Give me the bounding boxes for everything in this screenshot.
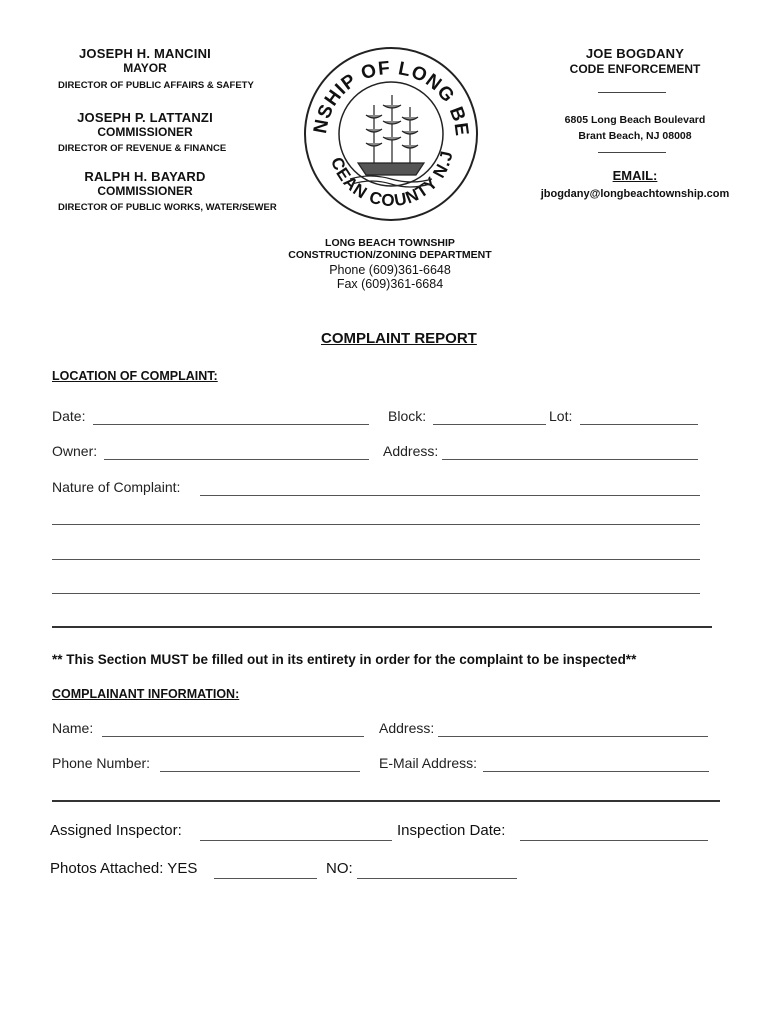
official-mancini xyxy=(40,46,250,75)
seal-graphic xyxy=(300,43,482,225)
office-address xyxy=(535,112,735,144)
dept-line2: CONSTRUCTION/ZONING DEPARTMENT xyxy=(288,249,492,261)
seal-top-text: NSHIP OF LONG BE xyxy=(310,57,473,138)
owner-label: Owner: xyxy=(52,443,98,459)
official-title: COMMISSIONER xyxy=(97,125,193,139)
section-divider xyxy=(52,626,712,628)
official-sub: DIRECTOR OF REVENUE & FINANCE xyxy=(58,143,227,154)
official-name: JOSEPH H. MANCINI xyxy=(79,46,211,61)
nature-line-2[interactable] xyxy=(52,510,700,525)
complainant-address-label: Address: xyxy=(379,720,435,736)
complainant-address-field[interactable] xyxy=(438,722,708,737)
owner-field[interactable] xyxy=(104,445,369,460)
complainant-heading: COMPLAINANT INFORMATION: xyxy=(52,687,240,701)
photos-no-field[interactable] xyxy=(357,862,517,879)
date-label: Date: xyxy=(52,408,86,424)
section-divider-2 xyxy=(52,800,720,802)
name-field[interactable] xyxy=(102,722,364,737)
official-sub: DIRECTOR OF PUBLIC WORKS, WATER/SEWER xyxy=(58,202,277,213)
seal-bottom-text: CEAN COUNTY N.J xyxy=(327,148,457,211)
form-title: COMPLAINT REPORT xyxy=(321,330,477,347)
inspector-label: Assigned Inspector: xyxy=(50,822,182,839)
official-name: JOSEPH P. LATTANZI xyxy=(77,110,213,125)
address-label: Address: xyxy=(383,443,439,459)
dept-phone: Phone (609)361-6648 xyxy=(329,263,451,277)
nature-line-3[interactable] xyxy=(52,545,700,560)
email-address[interactable]: jbogdany@longbeachtownship.com xyxy=(540,188,730,200)
inspector-field[interactable] xyxy=(200,824,392,841)
phone-label: Phone Number: xyxy=(52,755,151,771)
ship-icon xyxy=(350,95,432,187)
official-title: COMMISSIONER xyxy=(97,184,193,198)
notice-text: ** This Section MUST be filled out in its entirety in order for the complaint to be inspected** xyxy=(52,652,637,667)
email-label: EMAIL: xyxy=(612,168,658,183)
phone-field[interactable] xyxy=(160,757,360,772)
nature-label: Nature of Complaint: xyxy=(52,479,181,495)
official-bayard xyxy=(40,169,250,198)
department-block xyxy=(235,237,545,291)
inspection-date-label: Inspection Date: xyxy=(397,822,506,839)
photos-yes-field[interactable] xyxy=(214,862,317,879)
nature-line-4[interactable] xyxy=(52,579,700,594)
dept-fax: Fax (609)361-6684 xyxy=(336,277,444,291)
address-line1: 6805 Long Beach Boulevard xyxy=(564,114,706,126)
code-enforcement-block xyxy=(535,46,735,76)
official-sub: DIRECTOR OF PUBLIC AFFAIRS & SAFETY xyxy=(58,80,254,91)
official-title: MAYOR xyxy=(123,61,167,75)
block-label: Block: xyxy=(388,408,427,424)
official-name: RALPH H. BAYARD xyxy=(84,169,206,184)
email-field-label: E-Mail Address: xyxy=(379,755,478,771)
township-seal xyxy=(300,43,482,225)
block-field[interactable] xyxy=(433,410,546,425)
photos-yes-label: Photos Attached: YES xyxy=(50,860,198,877)
official-lattanzi xyxy=(40,110,250,139)
location-heading: LOCATION OF COMPLAINT: xyxy=(52,369,218,383)
photos-no-label: NO: xyxy=(326,860,353,877)
lot-field[interactable] xyxy=(580,410,698,425)
address-line2: Brant Beach, NJ 08008 xyxy=(578,130,692,142)
address-field[interactable] xyxy=(442,445,698,460)
name-label: Name: xyxy=(52,720,94,736)
divider xyxy=(598,152,666,153)
officer-title: CODE ENFORCEMENT xyxy=(569,62,701,76)
svg-text:TOWNSHIP OF LONG BEACH xyxy=(300,43,472,138)
lot-label: Lot: xyxy=(549,408,573,424)
email-field[interactable] xyxy=(483,757,709,772)
divider xyxy=(598,92,666,93)
inspection-date-field[interactable] xyxy=(520,824,708,841)
dept-line1: LONG BEACH TOWNSHIP xyxy=(325,237,455,249)
nature-field[interactable] xyxy=(200,481,700,496)
officer-name: JOE BOGDANY xyxy=(585,46,685,61)
date-field[interactable] xyxy=(93,410,369,425)
